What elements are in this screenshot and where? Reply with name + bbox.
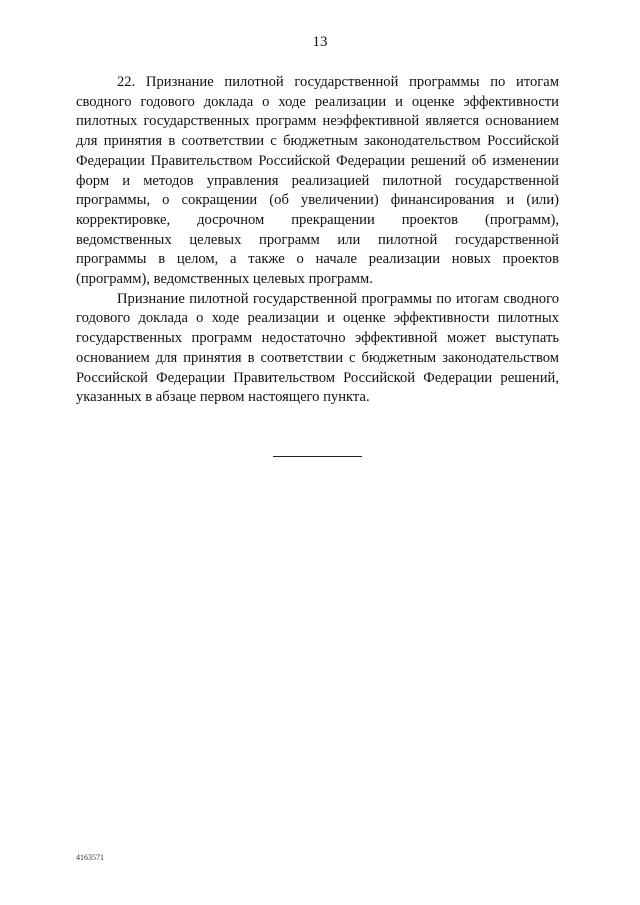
document-body xyxy=(76,73,559,408)
page-number: 13 xyxy=(312,34,328,50)
document-code: 4163571 xyxy=(76,853,104,862)
end-of-text-divider xyxy=(273,456,362,457)
paragraph-item-22-second: Признание пилотной государственной программы по итогам сводного годового доклада о ходе реализации и оценке эффективности пилотных государственных программ недостаточно эффективной может выступать основанием для принятия в соответствии с бюджетным законодательством Российской Федерации Правительством Российской Федерации решений, указанных в абзаце первом настоящего пункта. xyxy=(76,290,559,406)
paragraph-item-22: 22. Признание пилотной государственной программы по итогам сводного годового доклада о ходе реализации и оценке эффективности пилотных государственных программ неэффективной является основанием для принятия в соответствии с бюджетным законодательством Российской Федерации Правительством Российской Федерации решений об изменении форм и методов управления реализацией пилотной государственной программы, о сокращении (об увеличении) финансирования и (или) корректировке, досрочном прекращении проектов (программ), ведомственных целевых программ или пилотной государственной программы в целом, а также о начале реализации новых проектов (программ), ведомственных целевых программ. xyxy=(76,74,559,288)
